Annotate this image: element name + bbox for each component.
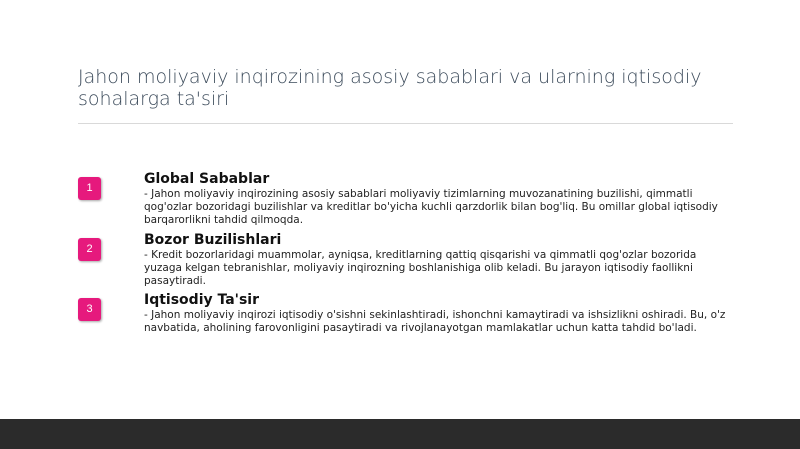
item-heading: Iqtisodiy Ta'sir: [144, 292, 260, 308]
item-heading: Bozor Buzilishlari: [144, 232, 282, 248]
number-badge: 2: [78, 238, 101, 261]
item-text: - Kredit bozorlaridagi muammolar, ayniqsa, kreditlarning qattiq qisqarishi va qimmatli qog'ozlar bozorida yuzaga kelgan tebranishlar, moliyaviy inqirozning boshlanishiga olib keladi. Bu jarayon iqtisodiy faollikni pasaytiradi.: [144, 249, 697, 287]
item-text: - Jahon moliyaviy inqirozi iqtisodiy o'sishni sekinlashtiradi, ishonchni kamaytiradi va ishsizlikni oshiradi. Bu, o'z navbatida, aholining farovonligini pasaytiradi va rivojlanayotgan mamlakatlar uchun katta tahdid bo'ladi.: [144, 309, 726, 334]
item-text: - Jahon moliyaviy inqirozining asosiy sabablari moliyaviy tizimlarning muvozanatining buzilishi, qimmatli qog'ozlar bozoridagi buzilishlar va kreditlar bo'yicha kuchli qarzdorlik bilan bog'liq. Bu omillar global iqtisodiy barqarorlikni tahdid qilmoqda.: [144, 188, 718, 226]
item-heading: Global Sabablar: [144, 171, 270, 187]
number-badge: 1: [78, 177, 101, 200]
number-badge: 3: [78, 298, 101, 321]
title-divider: [78, 123, 733, 124]
slide-title: Jahon moliyaviy inqirozining asosiy sabablari va ularning iqtisodiy sohalarga ta'siri: [78, 66, 702, 110]
footer-bar: [0, 419, 800, 449]
